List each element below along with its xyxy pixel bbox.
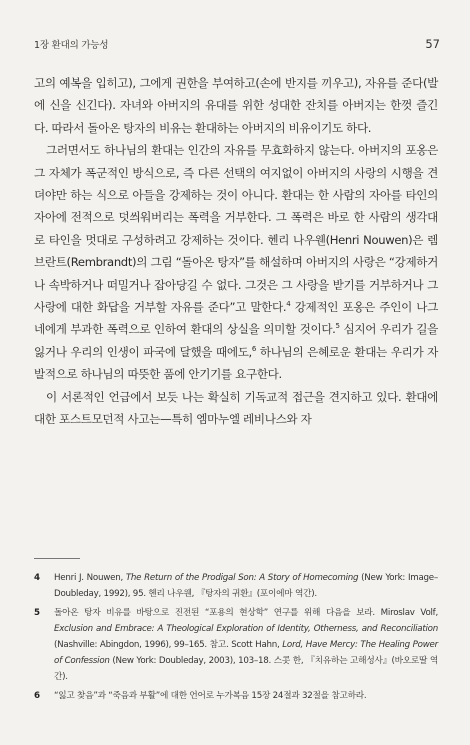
running-head: 1장 환대의 가능성: [34, 40, 109, 51]
book-title: Lord, Have Mercy: The Healing Power of Confession: [54, 640, 438, 666]
paragraph-text: 하나님의 은혜로운 환대는 우리가 자발적으로 하나님의 따뜻한 품에 안기기를 요구한다.: [34, 344, 439, 382]
footnote-5: [34, 605, 438, 685]
footnote-fragment: (New York: Doubleday, 2003), 103–18. 스콧 한, 『치유하는 고해성사』(바오로딸 역간).: [54, 656, 439, 682]
footnote-fragment: “잃고 찾음”과 “죽음과 부활”에 대한 언어로 누가복음 15장 24절과 32절을 참고하라.: [54, 691, 367, 701]
footnote-ref[interactable]: 5: [335, 322, 340, 331]
footnote-ref[interactable]: 6: [251, 345, 256, 354]
paragraph: 이 서론적인 언급에서 보듯 나는 확실히 기독교적 접근을 견지하고 있다. 환대에 대한 포스트모던적 사고는—특히 엠마누엘 레비나스와 자: [34, 389, 438, 427]
footnote-4: [34, 570, 438, 602]
footnote-divider: [34, 558, 80, 559]
footnote-text: [54, 570, 438, 602]
footnote-fragment: (Nashville: Abingdon, 1996), 99–165. 참고. Scott Hahn,: [54, 640, 283, 650]
footnote-text: [54, 688, 438, 704]
book-title: Exclusion and Embrace: A Theological Exploration of Identity, Otherness, and Reconciliation: [54, 624, 438, 634]
paragraph: [34, 139, 438, 385]
book-title: The Return of the Prodigal Son: A Story of Homecoming: [125, 573, 359, 583]
paragraph-text: 심지어 우리가 길을 잃거나 우리의 인생이 파국에 달했을 때에도,: [34, 322, 438, 359]
footnote-fragment: (New York: Image–Doubleday, 1992), 95. 헨리 나우웬, 『탕자의 귀환』(포이에마 역간).: [54, 573, 438, 599]
footnote-text: [54, 605, 438, 685]
body-text: [34, 72, 438, 431]
page-number: 57: [425, 37, 440, 51]
paragraph-text: 그러면서도 하나님의 환대는 인간의 자유를 무효화하지 않는다. 아버지의 포옹은 그 자체가 폭군적인 방식으로, 즉 다른 선택의 여지없이 아버지의 사랑의 시행을 견뎌야만 하는 식으로 아들을 강제하는 것이 아니다. 환대는 한 사람의 자아를 타인의 자아에 전적으로 덧씌워버리는 폭력을 거부한다. 그 폭력은 바로 한 사람의 생각대로 타인을 멋대로 구성하려고 강제하는 것이다. 헨리 나우웬(Henri Nouwen)은 렘브란트(Rembrandt)의 그림 “돌아온 탕자”를 해설하며 아버지의 사랑은 “강제하거나 속박하거나 떠밀거나 잡아당길 수 없다. 그것은 그 사랑을 받기를 거부하거나 그 사랑에 대한 화답을 거부할 자유를 준다”고 말한다.: [34, 143, 438, 315]
footnote-fragment: Henri J. Nouwen,: [54, 573, 126, 583]
footnote-6: [34, 688, 438, 704]
footnote-fragment: 돌아온 탕자 비유를 바탕으로 진전된 “포용의 현상학” 연구를 위해 다음을 보라. Miroslav Volf,: [54, 608, 438, 618]
footnote-ref[interactable]: 4: [286, 300, 291, 309]
page-header: [34, 36, 440, 52]
footnote-number: 5: [34, 608, 40, 618]
paragraph-text: 강제적인 포옹은 주인이 나그네에게 부과한 폭력으로 인하여 환대의 상실을 의미할 것이다.: [34, 300, 438, 337]
footnote-number: 4: [34, 573, 40, 583]
footnotes: [34, 570, 438, 707]
footnote-number: 6: [34, 691, 40, 701]
paragraph: 고의 예복을 입히고), 그에게 권한을 부여하고(손에 반지를 끼우고), 자유를 준다(발에 신을 신긴다). 자녀와 아버지의 유대를 위한 성대한 잔치를 아버지는 한껏 즐긴다. 따라서 돌아온 탕자의 비유는 환대하는 아버지의 비유이기도 하다.: [34, 76, 438, 135]
